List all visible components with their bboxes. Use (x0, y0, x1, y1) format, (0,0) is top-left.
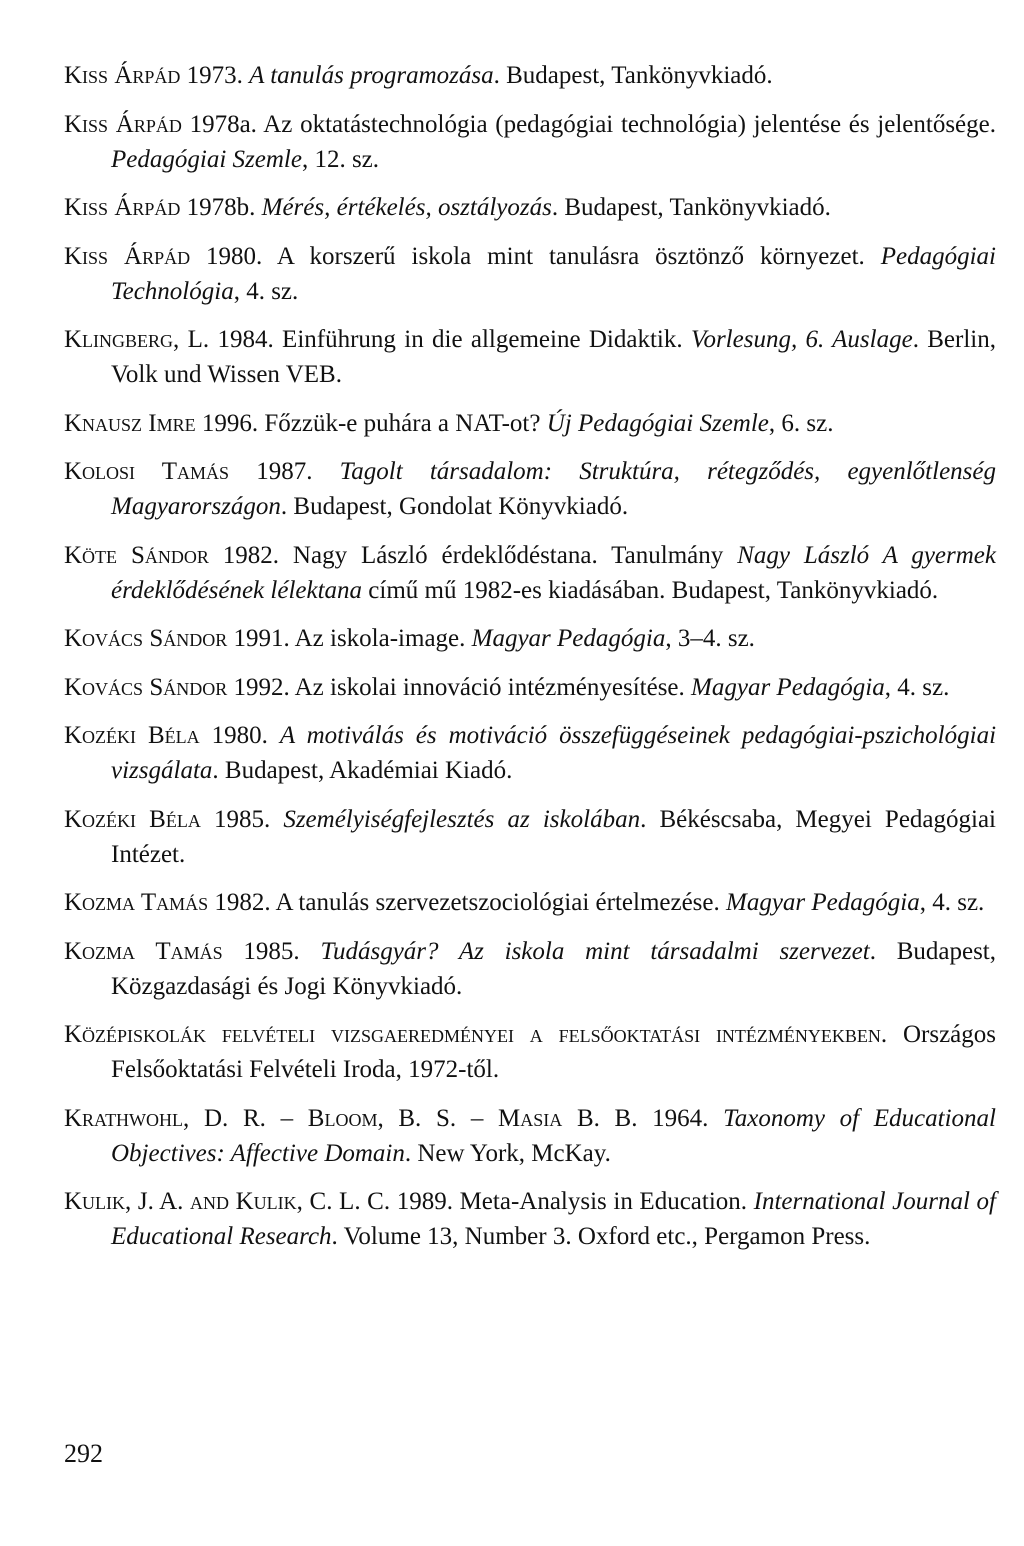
entry-text: . Budapest, Akadémiai Kiadó. (212, 757, 513, 784)
entry-title: Magyar Pedagógia (691, 673, 885, 701)
entry-text: . Budapest, Gondolat Könyvkiadó. (280, 493, 629, 520)
bibliography-entry (64, 538, 996, 608)
entry-text: 1980. (199, 722, 280, 749)
entry-author: Kiss Árpád (64, 62, 181, 89)
bibliography-entry (64, 802, 996, 872)
entry-author: Köte Sándor (64, 541, 209, 569)
entry-author: Kiss Árpád (64, 194, 181, 221)
entry-title: Vorlesung, 6. Auslage (690, 326, 913, 353)
entry-text: . Országos Felsőoktatási Felvételi Iroda, 1972-től. (111, 1021, 997, 1083)
entry-title: A tanulás programozása (249, 62, 494, 89)
entry-text: . Békéscsaba, Megyei Pedagógiai Intézet. (111, 805, 997, 868)
entry-text: 1982. A tanulás szervezetszociológiai értelmezése. (208, 889, 726, 916)
entry-text: , 6. sz. (768, 409, 834, 437)
bibliography-entry (64, 670, 996, 705)
entry-text: 1992. Az iskolai innováció intézményesítése. (227, 673, 692, 701)
entry-text: 1987. (229, 458, 340, 485)
entry-title: Új Pedagógiai Szemle (546, 409, 769, 437)
bibliography-entry (64, 107, 996, 177)
entry-author: Krathwohl, D. R. – Bloom, B. S. – Masia B. B. (64, 1104, 638, 1132)
entry-text: . Budapest, Tankönyvkiadó. (493, 62, 773, 89)
bibliography-entry (64, 322, 996, 392)
bibliography-entry (64, 718, 996, 788)
entry-text: 1978b. (180, 194, 262, 221)
entry-text: 1985. (222, 937, 321, 965)
entry-author: Knausz Imre (64, 409, 196, 437)
bibliography-entry (64, 885, 996, 920)
bibliography-entry (64, 239, 996, 309)
entry-text: , 12. sz. (301, 145, 380, 173)
entry-text: , 4. sz. (884, 673, 950, 701)
bibliography-entry (64, 1101, 996, 1171)
entry-title: Tudásgyár? Az iskola mint társadalmi szervezet (320, 937, 870, 965)
entry-author: Kulik, J. A. and Kulik, C. L. C. (64, 1188, 391, 1215)
entry-text: 1991. Az iskola-image. (227, 625, 472, 652)
entry-author: Kozéki Béla (64, 722, 200, 749)
entry-title: Magyar Pedagógia (471, 625, 666, 652)
entry-author: Kozma Tamás (64, 889, 209, 916)
bibliography-entry (64, 190, 996, 225)
entry-text: . Berlin, Volk und Wissen VEB. (111, 326, 996, 388)
entry-text: 1984. Einführung in die allgemeine Didaktik. (209, 326, 691, 353)
entry-text: 1980. A korszerű iskola mint tanulásra ösztönző környezet. (190, 242, 881, 270)
entry-author: Középiskolák felvételi vizsgaeredményei a felsőoktatási intézményekben (64, 1021, 881, 1048)
bibliography-list (64, 58, 996, 1268)
entry-title: Taxonomy of Educational Objectives: Affective Domain (111, 1104, 996, 1167)
bibliography-entry (64, 454, 996, 524)
entry-text: , 4. sz. (919, 889, 985, 916)
bibliography-entry (64, 621, 996, 656)
entry-text: . Budapest, Tankönyvkiadó. (551, 194, 831, 221)
entry-title: Mérés, értékelés, osztályozás (261, 194, 552, 221)
entry-title: A motiválás és motiváció összefüggéseinek pedagógiai-pszichológiai vizsgálata (111, 722, 997, 784)
entry-title: Pedagógiai Technológia (111, 242, 996, 305)
entry-title: Személyiségfejlesztés az iskolában (283, 805, 641, 833)
entry-title: International Journal of Educational Research (111, 1188, 997, 1250)
entry-text: 1985. (200, 805, 284, 833)
entry-text: , 3–4. sz. (665, 625, 755, 652)
entry-author: Kovács Sándor (64, 673, 228, 701)
entry-title: Pedagógiai Szemle (111, 145, 302, 173)
entry-text: . Volume 13, Number 3. Oxford etc., Pergamon Press. (331, 1223, 871, 1250)
entry-author: Kozéki Béla (64, 805, 201, 833)
entry-text: 1989. Meta-Analysis in Education. (390, 1188, 754, 1215)
entry-text: 1996. Főzzük-e puhára a NAT-ot? (195, 409, 547, 437)
page-number: 292 (64, 1439, 103, 1468)
bibliography-entry (64, 934, 996, 1004)
entry-author: Kolosi Tamás (64, 458, 230, 485)
entry-title: Magyar Pedagógia (726, 889, 920, 916)
bibliography-entry (64, 58, 996, 93)
entry-author: Klingberg, L. (64, 326, 210, 353)
bibliography-entry (64, 1184, 996, 1254)
entry-text: 1964. (637, 1104, 724, 1132)
entry-text: 1982. Nagy László érdeklődéstana. Tanulmány (208, 541, 738, 569)
entry-text: . Budapest, Közgazdasági és Jogi Könyvkiadó. (111, 937, 996, 1000)
entry-text: , 4. sz. (233, 277, 299, 305)
entry-author: Kiss Árpád (64, 110, 182, 138)
entry-author: Kovács Sándor (64, 625, 228, 652)
entry-title: Tagolt társadalom: Struktúra, rétegződés, egyenlőtlenség Magyarországon (111, 458, 996, 520)
entry-text: 1978a. Az oktatástechnológia (pedagógiai technológia) jelentése és jelentősége. (181, 110, 997, 138)
entry-text: . New York, McKay. (404, 1139, 611, 1167)
entry-text: 1973. (180, 62, 250, 89)
entry-text: című mű 1982-es kiadásában. Budapest, Tankönyvkiadó. (362, 576, 939, 604)
bibliography-entry (64, 1017, 996, 1087)
entry-author: Kozma Tamás (64, 937, 223, 965)
entry-title: Nagy László A gyermek érdeklődésének lélektana (111, 541, 997, 604)
entry-author: Kiss Árpád (64, 242, 191, 270)
bibliography-entry (64, 406, 996, 441)
